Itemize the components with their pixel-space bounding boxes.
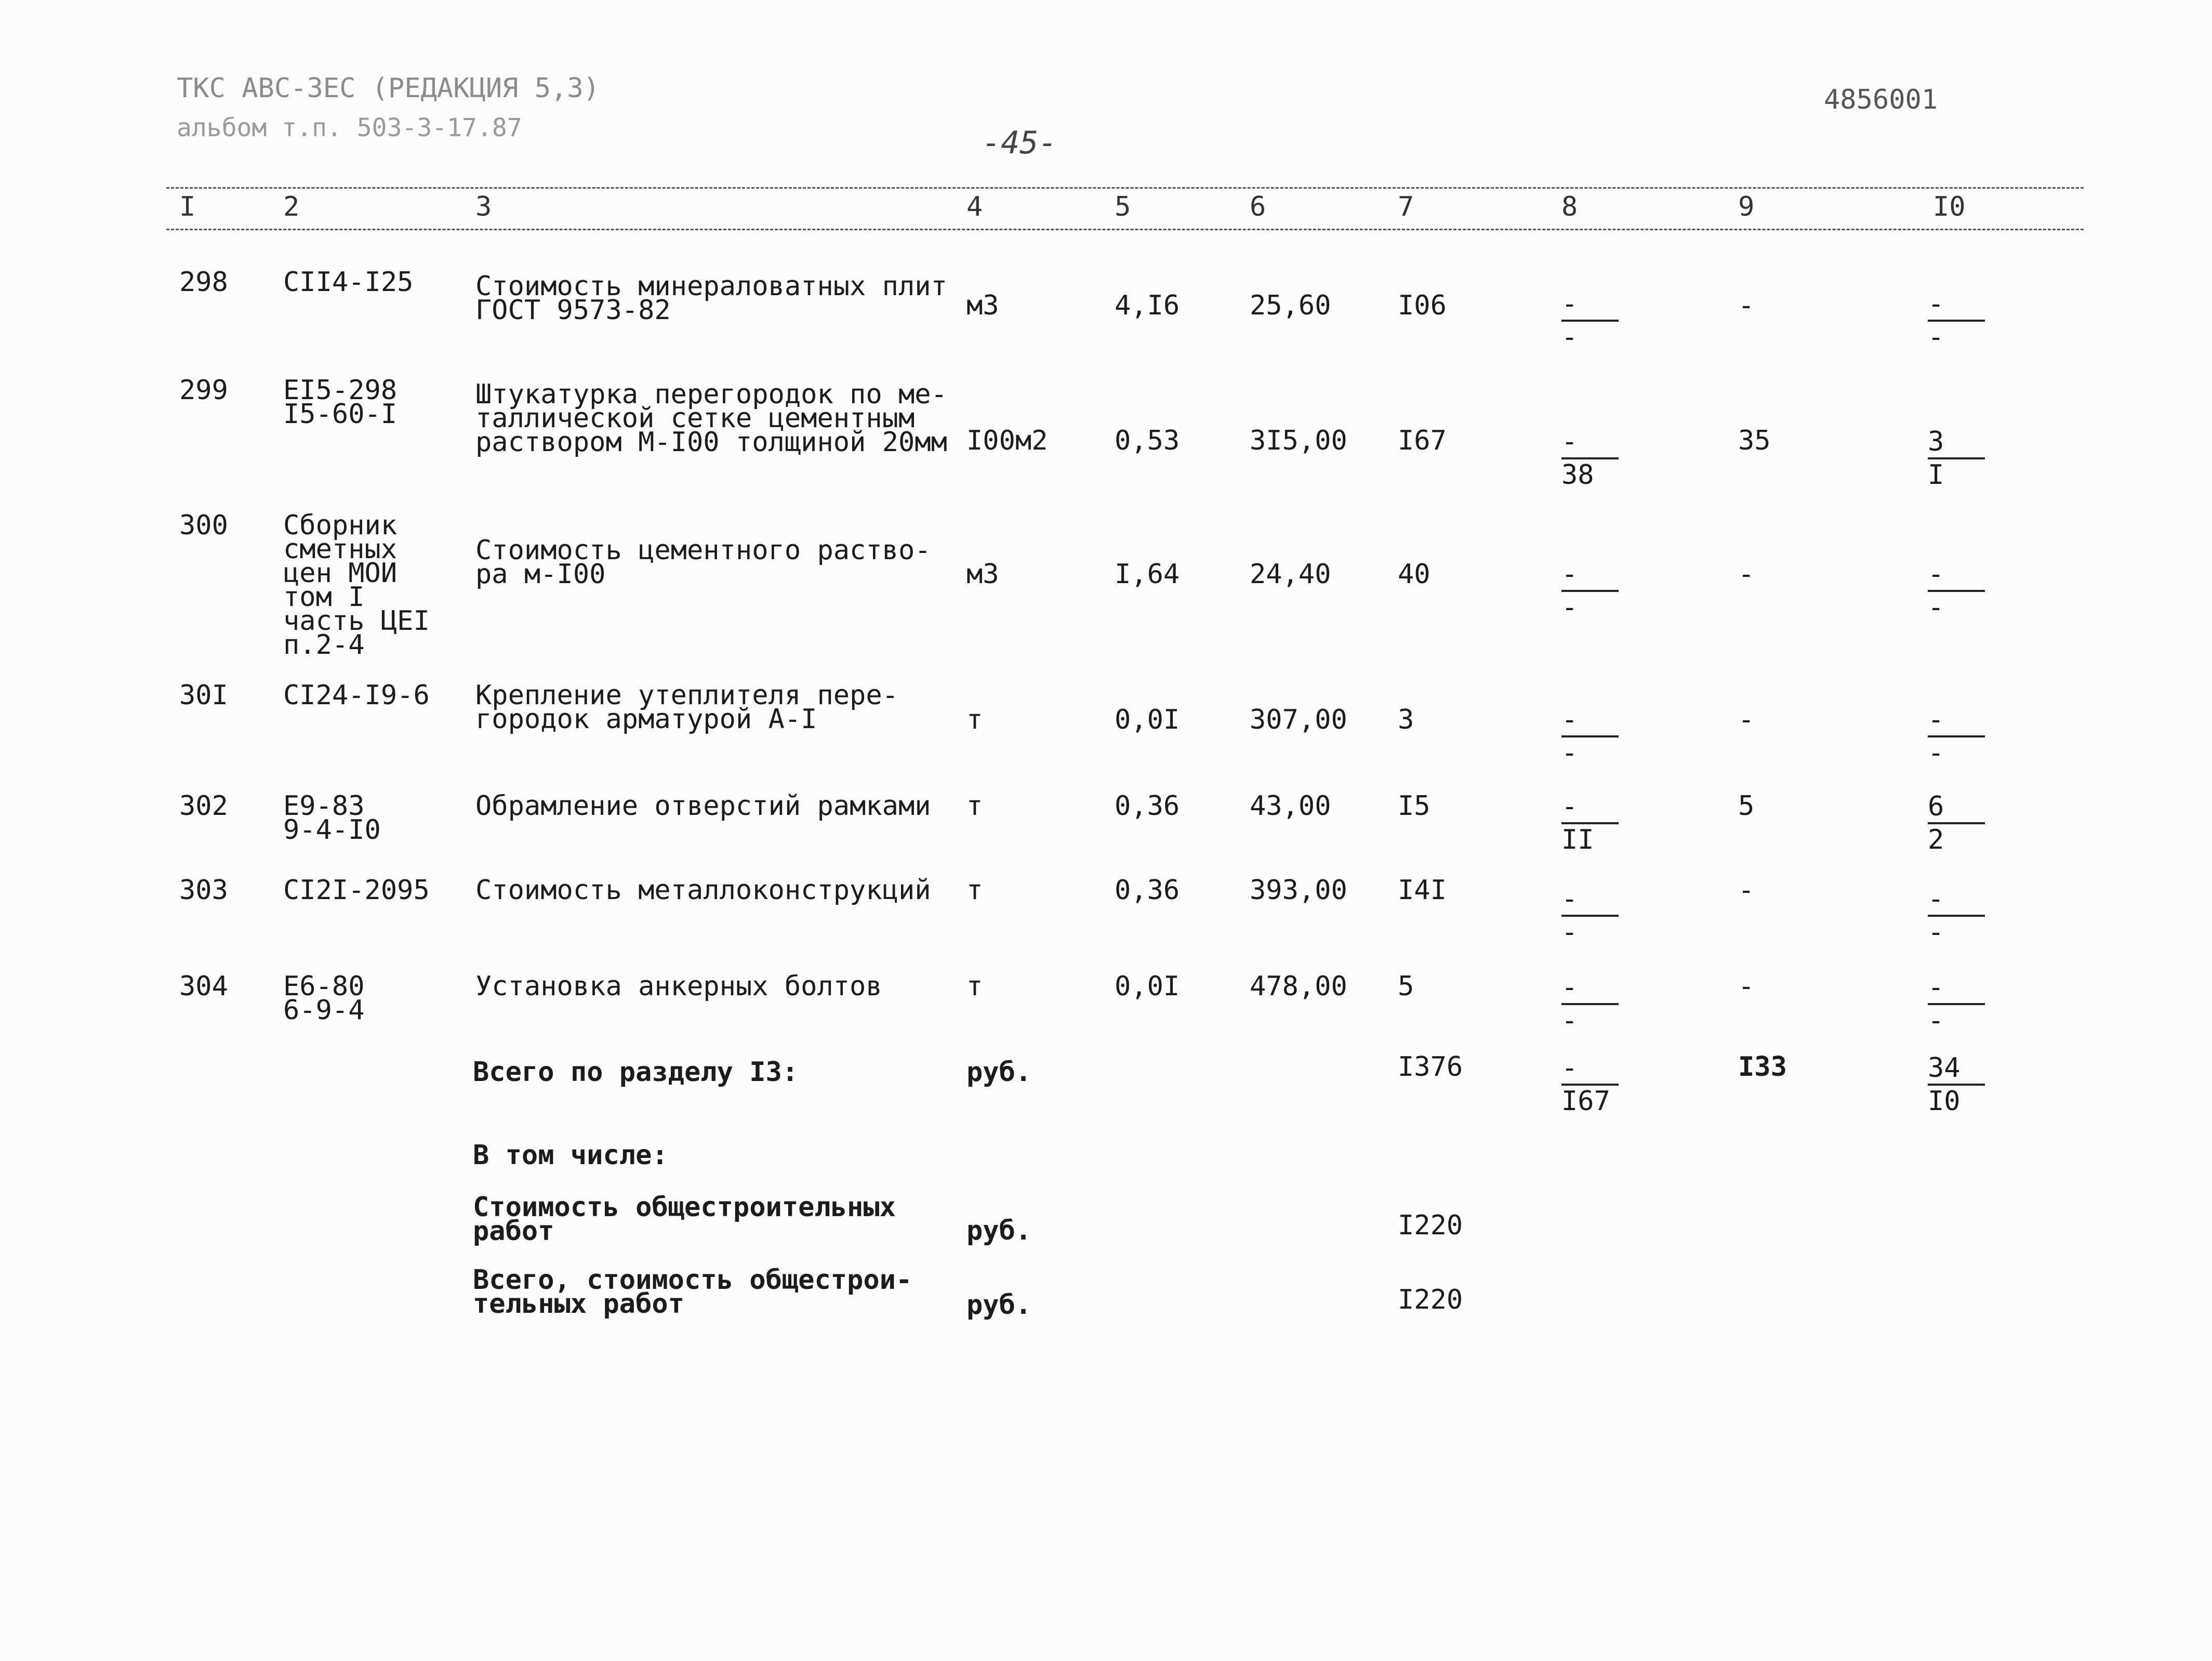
col-header-5: 5: [1115, 191, 1131, 222]
row-description: Штукатурка перегородок по ме- таллической сетке цементным раствором М-I00 толщиной 20мм: [475, 379, 947, 458]
section-total-unit: руб.: [966, 1057, 1032, 1088]
row-unit: м3: [966, 290, 999, 321]
row-col9: -: [1738, 875, 1755, 906]
grand-total-value: I220: [1398, 1284, 1463, 1315]
col-header-8: 8: [1561, 191, 1578, 222]
row-unit: I00м2: [966, 425, 1048, 456]
row-total: I5: [1398, 790, 1430, 822]
row-col8-fraction: - 38: [1561, 426, 1619, 491]
row-col10-fraction: - -: [1928, 288, 1985, 353]
table-top-rule: [166, 187, 2084, 189]
row-quantity: 0,36: [1115, 790, 1180, 822]
row-unit-price: 43,00: [1250, 790, 1331, 822]
row-col8-fraction: - II: [1561, 791, 1619, 855]
row-total: 5: [1398, 971, 1414, 1002]
row-description: Обрамление отверстий рамками: [475, 790, 931, 822]
row-col8-fraction: - -: [1561, 559, 1619, 623]
row-unit-price: 478,00: [1250, 971, 1347, 1002]
document-number: 4856001: [1824, 84, 1938, 115]
section-total-col9: I33: [1738, 1051, 1787, 1083]
row-col8-fraction: - -: [1561, 288, 1619, 353]
row-col10-fraction: - -: [1928, 884, 1985, 948]
including-label: В том числе:: [473, 1140, 668, 1171]
row-total: I4I: [1398, 875, 1447, 906]
row-number: 298: [179, 267, 228, 298]
row-col9: -: [1738, 971, 1755, 1002]
col-header-6: 6: [1250, 191, 1266, 222]
row-description: Стоимость цементного раство- ра м-I00: [475, 535, 931, 590]
row-description: Крепление утеплителя пере- городок арматурой А-I: [475, 680, 898, 735]
row-col10-fraction: - -: [1928, 972, 1985, 1036]
row-code: Е6-80 6-9-4: [283, 971, 365, 1026]
row-col9: -: [1738, 704, 1755, 735]
row-quantity: I,64: [1115, 559, 1180, 590]
row-col9: 35: [1738, 425, 1771, 456]
row-total: 40: [1398, 559, 1430, 590]
col-header-1: I: [179, 191, 196, 222]
row-col10-fraction: - -: [1928, 704, 1985, 769]
row-quantity: 0,0I: [1115, 971, 1180, 1002]
col-header-2: 2: [283, 191, 300, 222]
row-unit-price: 25,60: [1250, 290, 1331, 321]
row-unit: т: [966, 790, 983, 822]
row-col8-fraction: - -: [1561, 704, 1619, 769]
row-number: 303: [179, 875, 228, 906]
row-number: 299: [179, 375, 228, 406]
row-total: I67: [1398, 425, 1447, 456]
row-quantity: 0,53: [1115, 425, 1180, 456]
header-album: альбом т.п. 503-3-17.87: [177, 113, 522, 142]
row-code: Сборник сметных цен МОИ том I часть ЦЕI п.2-4: [283, 510, 430, 661]
general-works-total: I220: [1398, 1210, 1463, 1241]
section-total-label: Всего по разделу I3:: [473, 1057, 799, 1088]
section-total-col10-fraction: $\frac{34}{I0}$: [1928, 1052, 1985, 1117]
col-header-4: 4: [966, 191, 983, 222]
row-col10-fraction: $\frac{6}{2}$: [1928, 791, 1985, 855]
general-works-unit: руб.: [966, 1215, 1032, 1246]
row-code: СI2I-2095: [283, 875, 430, 906]
row-unit: т: [966, 875, 983, 906]
row-number: 300: [179, 510, 228, 541]
row-quantity: 0,36: [1115, 875, 1180, 906]
row-number: 304: [179, 971, 228, 1002]
col-header-3: 3: [475, 191, 492, 222]
row-unit-price: 3I5,00: [1250, 425, 1347, 456]
row-quantity: 4,I6: [1115, 290, 1180, 321]
row-col8-fraction: - -: [1561, 972, 1619, 1036]
section-total-value: I376: [1398, 1051, 1463, 1083]
row-col8-fraction: - -: [1561, 884, 1619, 948]
general-works-label: Стоимость общестроительных работ: [473, 1192, 896, 1247]
row-col10-fraction: $\frac{3}{I}$: [1928, 426, 1985, 491]
col-header-10: I0: [1933, 191, 1966, 222]
page-number: -45-: [982, 125, 1057, 161]
row-code: СII4-I25: [283, 267, 414, 298]
col-header-9: 9: [1738, 191, 1755, 222]
grand-total-label: Всего, стоимость общестрои- тельных работ: [473, 1264, 912, 1320]
table-header-rule: [166, 229, 2084, 230]
section-total-col8-fraction: - I67: [1561, 1052, 1619, 1117]
row-description: Стоимость минераловатных плит ГОСТ 9573-82: [475, 271, 947, 326]
row-number: 302: [179, 790, 228, 822]
row-quantity: 0,0I: [1115, 704, 1180, 735]
row-description: Стоимость металлоконструкций: [475, 875, 931, 906]
row-col9: 5: [1738, 790, 1755, 822]
col-header-7: 7: [1398, 191, 1414, 222]
row-unit-price: 393,00: [1250, 875, 1347, 906]
row-unit: т: [966, 704, 983, 735]
row-total: I06: [1398, 290, 1447, 321]
grand-total-unit: руб.: [966, 1289, 1032, 1321]
row-code: Е9-83 9-4-I0: [283, 790, 381, 846]
row-description: Установка анкерных болтов: [475, 971, 882, 1002]
row-col9: -: [1738, 290, 1755, 321]
row-col10-fraction: - -: [1928, 559, 1985, 623]
row-col9: -: [1738, 559, 1755, 590]
row-unit-price: 24,40: [1250, 559, 1331, 590]
row-number: 30I: [179, 680, 228, 711]
row-code: ЕI5-298 I5-60-I: [283, 375, 398, 430]
row-unit: т: [966, 971, 983, 1002]
header-title: ТКС АВС-3ЕС (РЕДАКЦИЯ 5,3): [177, 73, 600, 104]
row-total: 3: [1398, 704, 1414, 735]
row-unit-price: 307,00: [1250, 704, 1347, 735]
row-unit: м3: [966, 559, 999, 590]
row-code: СI24-I9-6: [283, 680, 430, 711]
